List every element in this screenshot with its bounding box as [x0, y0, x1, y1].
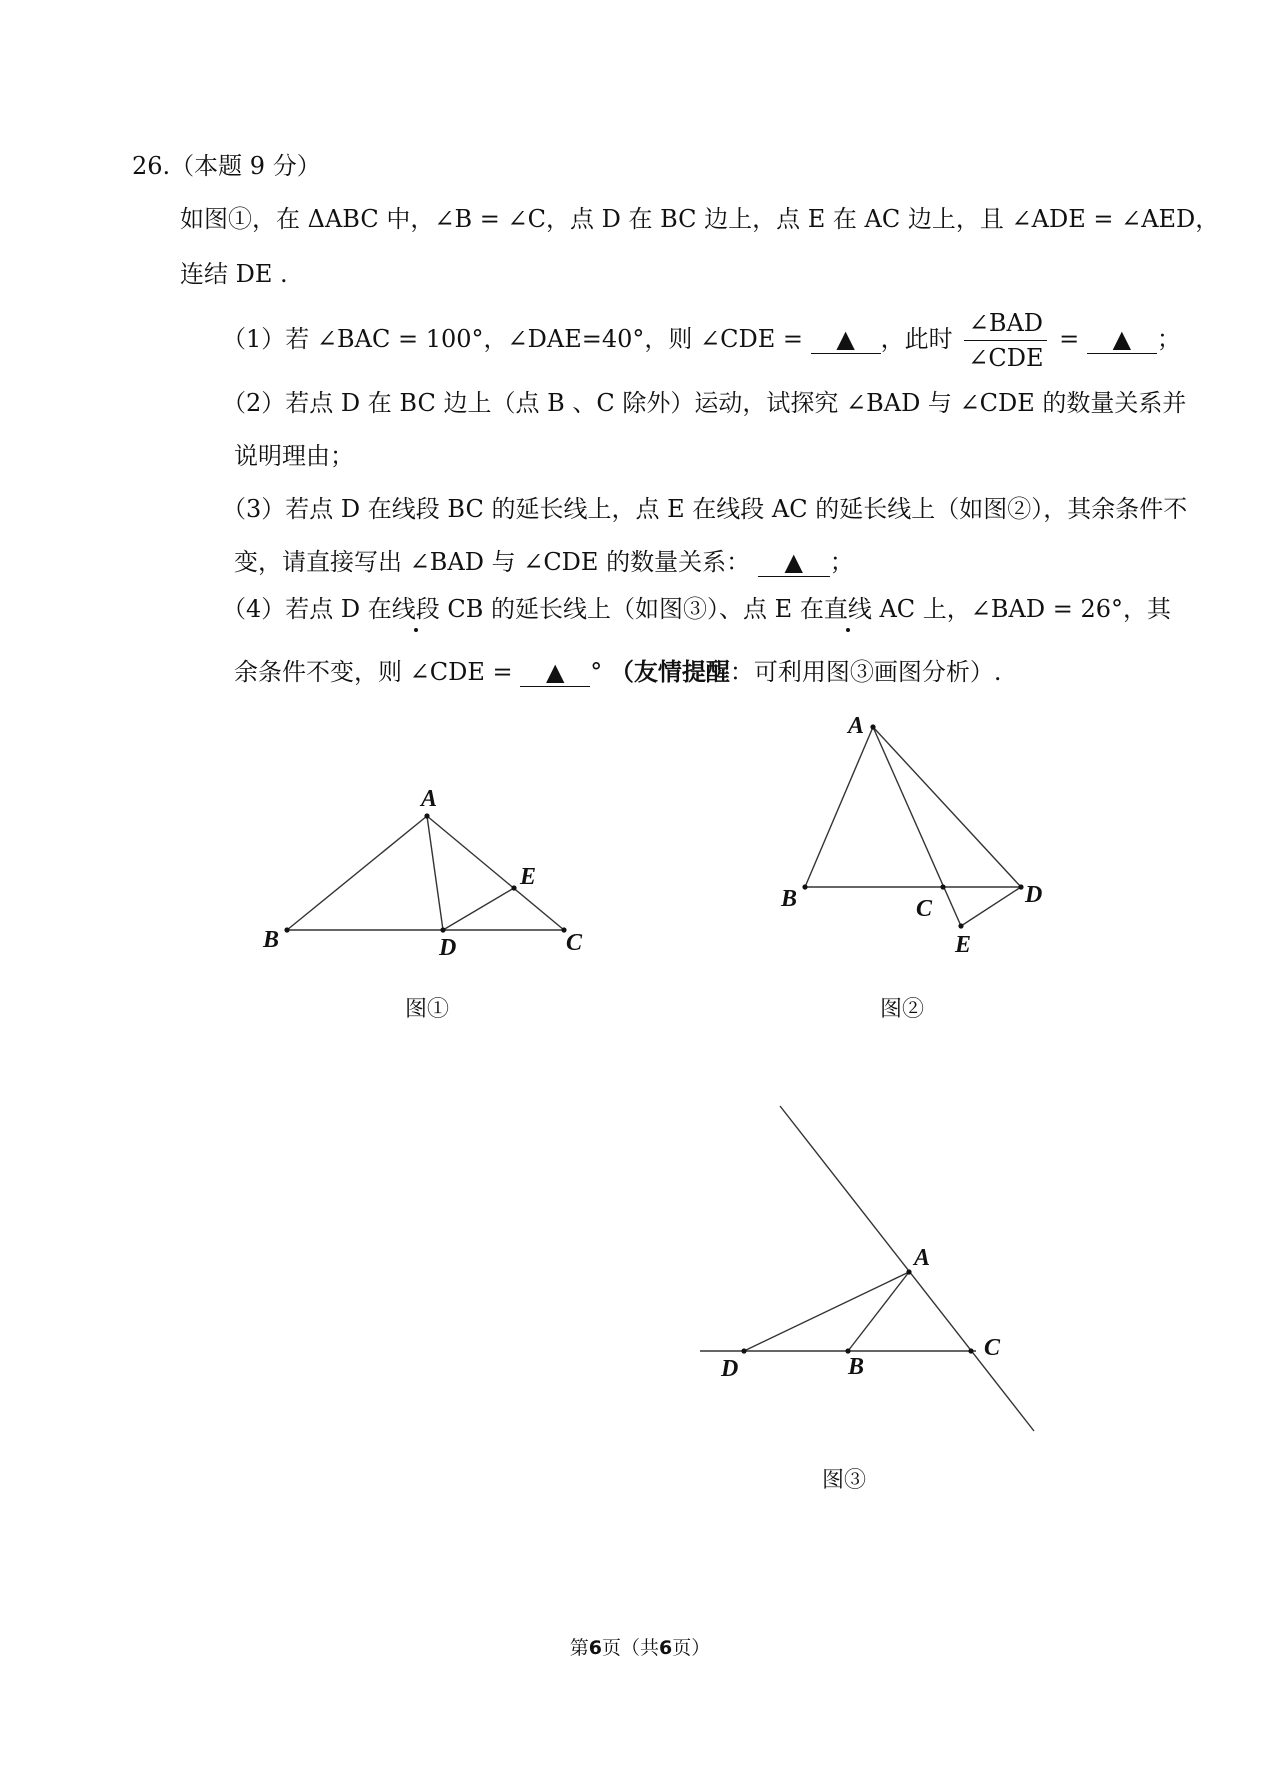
fig3-point-b [845, 1348, 850, 1353]
fig1-point-a [424, 813, 429, 818]
answer-blank-1[interactable]: ▲ [811, 325, 881, 354]
figure-2-points [802, 724, 1023, 928]
fig1-label-c: C [566, 930, 583, 956]
footer-page-number: 6 [588, 1637, 602, 1659]
fig2-label-b: B [781, 886, 798, 912]
fig1-point-b [284, 927, 289, 932]
question-number: 26. [132, 152, 171, 180]
fig2-segment-ad [873, 727, 1021, 887]
figure-2 [805, 727, 1021, 926]
page-footer [0, 1633, 1280, 1660]
fig2-point-c [940, 884, 945, 889]
fig1-point-e [511, 885, 516, 890]
fig2-label-c: C [916, 896, 933, 922]
part-2-line-2: 说明理由； [234, 442, 354, 470]
hint-bold: （友情提醒 [609, 657, 730, 686]
fig2-point-e [958, 923, 963, 928]
answer-blank-4[interactable]: ▲ [520, 658, 590, 687]
part-1-mid: ，此时 [880, 325, 953, 353]
emphasis-line: 直线 [823, 595, 872, 623]
part-4-prefix: 余条件不变，则 ∠CDE = [234, 658, 513, 686]
fig1-segment-ad [427, 816, 443, 930]
hint-rest: ：可利用图③画图分析）. [729, 658, 1002, 686]
footer-mid: 页（共 [601, 1637, 659, 1659]
fig2-point-a [870, 724, 875, 729]
fig3-label-d: D [721, 1356, 739, 1382]
fig3-point-d [741, 1348, 746, 1353]
answer-blank-3[interactable]: ▲ [758, 548, 830, 577]
fig2-label-e: E [955, 932, 972, 958]
answer-blank-2[interactable]: ▲ [1087, 325, 1157, 354]
fig1-caption: 图① [405, 997, 450, 1022]
part-1-prefix: （1）若 ∠BAC = 100°，∠DAE=40°，则 ∠CDE = [222, 325, 803, 353]
footer-suffix: 页） [672, 1637, 711, 1659]
fig3-label-c: C [984, 1335, 1001, 1361]
fig1-label-e: E [520, 864, 537, 890]
part-4-text-a: （4）若点 D 在 [222, 595, 392, 623]
fig3-label-b: B [848, 1354, 865, 1380]
fig1-segment-ac [427, 816, 564, 930]
fig2-point-d [1018, 884, 1023, 889]
part-4-text-c: AC 上，∠BAD = 26°，其 [871, 595, 1172, 623]
fig1-point-d [440, 927, 445, 932]
fig3-line-ac [780, 1106, 1034, 1431]
footer-total-pages: 6 [659, 1637, 673, 1659]
fraction-denominator: ∠CDE [968, 344, 1044, 372]
part-3-line-1: （3）若点 D 在线段 BC 的延长线上，点 E 在线段 AC 的延长线上（如图②），其余条件不 [222, 495, 1188, 523]
intro-line-2: 连结 DE . [180, 260, 288, 288]
degree-sign: ° [590, 658, 603, 686]
fig3-point-a [906, 1269, 911, 1274]
fig2-segment-ed [961, 887, 1021, 926]
fraction-numerator: ∠BAD [964, 306, 1047, 341]
part-1-end: ； [1156, 325, 1181, 353]
intro-line-1: 如图①，在 ΔABC 中，∠B = ∠C，点 D 在 BC 边上，点 E 在 AC 边上，且 ∠ADE = ∠AED， [180, 205, 1220, 233]
fig2-caption: 图② [880, 997, 925, 1022]
part-1-eq: = [1059, 325, 1080, 353]
figure-3 [700, 1106, 1034, 1431]
fig1-label-b: B [263, 927, 280, 953]
part-3-prefix: 变，请直接写出 ∠BAD 与 ∠CDE 的数量关系： [234, 548, 751, 576]
footer-prefix: 第 [569, 1637, 589, 1659]
fig2-segment-ab [805, 727, 873, 887]
fig3-segment-da [744, 1272, 909, 1351]
emphasis-segment: 线段 [391, 595, 440, 623]
fig3-caption: 图③ [822, 1468, 867, 1493]
part-2-line-1: （2）若点 D 在 BC 边上（点 B 、C 除外）运动，试探究 ∠BAD 与 ∠CDE 的数量关系并 [222, 389, 1187, 417]
fig2-point-b [802, 884, 807, 889]
fig3-label-a: A [914, 1245, 931, 1271]
figure-3-points [741, 1269, 973, 1353]
fig2-label-d: D [1025, 882, 1043, 908]
fig2-label-a: A [848, 713, 865, 739]
fig1-segment-de [443, 888, 514, 930]
question-score: （本题 9 分） [170, 152, 321, 180]
fig1-segment-ab [287, 816, 427, 930]
fig1-label-a: A [421, 786, 438, 812]
fig3-point-c [968, 1348, 973, 1353]
part-4-text-b: CB 的延长线上（如图③）、点 E 在 [439, 595, 824, 623]
fig3-segment-ba [848, 1272, 909, 1351]
part-3-end: ； [829, 548, 854, 576]
fig1-label-d: D [439, 935, 457, 961]
